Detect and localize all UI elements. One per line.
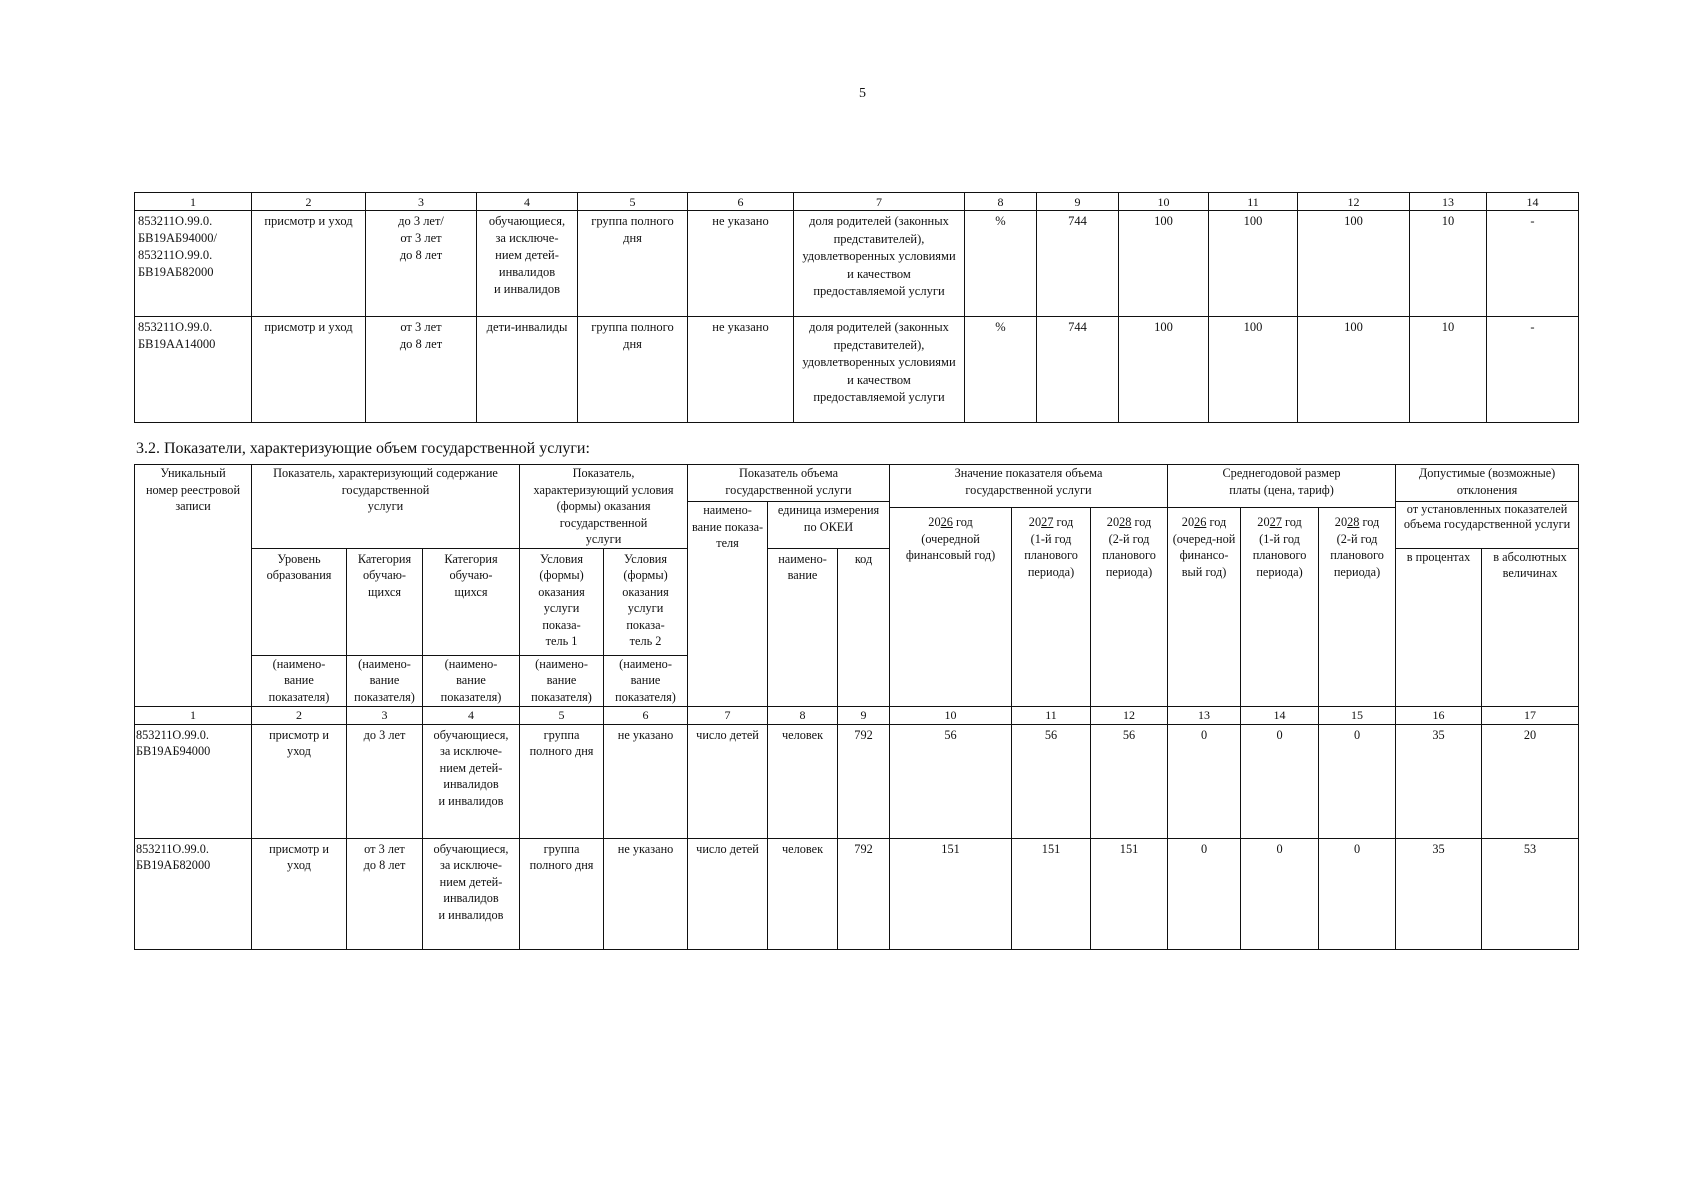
year-value: 26 (940, 515, 953, 530)
deviation-percent-header: в процентах (1396, 548, 1482, 706)
table-cell: человек (768, 838, 838, 949)
table1-col-number: 3 (366, 193, 477, 211)
registry-number-cell: 853211О.99.0. БВ19АБ94000/ 853211О.99.0. БВ19АБ82000 (135, 211, 252, 317)
year-note: (1-й год планового периода) (1252, 531, 1307, 579)
table1-header-row (135, 193, 1579, 211)
student-category-header: Категория обучаю- щихся (423, 548, 520, 655)
table-cell: 0 (1241, 724, 1319, 838)
education-level-header: Уровень образования (252, 548, 347, 655)
conditions-indicator-header: Показатель, характеризующий условия (формы) оказания государственной услуги (520, 465, 688, 549)
table-cell: до 3 лет (347, 724, 423, 838)
table-cell: 151 (1091, 838, 1168, 949)
unique-number-header: Уникальный номер реестровой записи (135, 465, 252, 707)
table2-col-number: 14 (1241, 706, 1319, 724)
indicator-name-cell: доля родителей (законных представителей), удовлетворенных условиями и качеством предоставляемой услуги (794, 211, 965, 317)
table-cell: 744 (1037, 317, 1119, 423)
table-row (135, 838, 1579, 949)
table-cell: 151 (1012, 838, 1091, 949)
year-prefix: 20 (928, 515, 941, 530)
table2-col-number: 13 (1168, 706, 1241, 724)
year-value: 26 (1194, 515, 1207, 530)
table1-col-number: 2 (252, 193, 366, 211)
table2-col-number: 4 (423, 706, 520, 724)
page-number: 5 (859, 86, 866, 101)
year-prefix: 20 (1181, 515, 1195, 530)
table-cell: обучающиеся, за исключе- нием детей- инвалидов и инвалидов (477, 211, 578, 317)
table-cell: 10 (1410, 317, 1487, 423)
year-note: (очередной финансовый год) (905, 531, 996, 563)
year-note: (2-й год планового периода) (1330, 531, 1384, 579)
volume-value-header: Значение показателя объема государственной услуги (890, 465, 1168, 508)
table-cell: присмотр и уход (252, 724, 347, 838)
indicator-name-cell: доля родителей (законных представителей), удовлетворенных условиями и качеством предоставляемой услуги (794, 317, 965, 423)
table2-col-number: 16 (1396, 706, 1482, 724)
year-suffix: год (1362, 515, 1380, 530)
value-year3-header (1091, 508, 1168, 706)
fee-year1-header (1168, 508, 1241, 706)
volume-indicator-header: Показатель объема государственной услуги (688, 465, 890, 502)
table2-header-row (135, 465, 1579, 502)
table-cell: 0 (1168, 724, 1241, 838)
table-cell: 100 (1209, 211, 1298, 317)
year-note: (очеред-ной финансо- вый год) (1172, 531, 1236, 579)
table-cell: 100 (1119, 211, 1209, 317)
table-cell: 792 (838, 838, 890, 949)
table1-col-number: 11 (1209, 193, 1298, 211)
table-cell: число детей (688, 838, 768, 949)
table1-col-number: 4 (477, 193, 578, 211)
table-cell: 53 (1482, 838, 1579, 949)
table-cell: не указано (604, 724, 688, 838)
year-value: 28 (1347, 515, 1360, 530)
table-cell: число детей (688, 724, 768, 838)
year-value: 28 (1119, 515, 1132, 530)
okei-code-header: код (838, 548, 890, 706)
year-prefix: 20 (1106, 515, 1120, 530)
table-cell: обучающиеся, за исключе- нием детей- инвалидов и инвалидов (423, 838, 520, 949)
table-cell: 35 (1396, 724, 1482, 838)
table-cell: 35 (1396, 838, 1482, 949)
table-cell: 56 (1091, 724, 1168, 838)
table-cell: 56 (1012, 724, 1091, 838)
fee-year2-header (1241, 508, 1319, 706)
okei-name-header: наимено- вание (768, 548, 838, 706)
registry-number-cell: 853211О.99.0. БВ19АА14000 (135, 317, 252, 423)
table-cell: 0 (1319, 724, 1396, 838)
table-cell: до 3 лет/ от 3 лет до 8 лет (366, 211, 477, 317)
table2-col-number: 7 (688, 706, 768, 724)
deviation-absolute-header: в абсолютных величинах (1482, 548, 1579, 706)
table2-col-number: 11 (1012, 706, 1091, 724)
table-cell: группа полного дня (578, 317, 688, 423)
table1-col-number: 7 (794, 193, 965, 211)
table1-col-number: 1 (135, 193, 252, 211)
table-cell: 0 (1319, 838, 1396, 949)
table-cell: группа полного дня (578, 211, 688, 317)
table-cell: присмотр и уход (252, 317, 366, 423)
table-cell: 56 (890, 724, 1012, 838)
table2-col-number: 10 (890, 706, 1012, 724)
table-row (135, 211, 1579, 317)
year-suffix: год (1284, 515, 1302, 530)
table2-col-number: 8 (768, 706, 838, 724)
table-cell: % (965, 211, 1037, 317)
table-cell: человек (768, 724, 838, 838)
content-indicator-header: Показатель, характеризующий содержание государственной услуги (252, 465, 520, 549)
year-prefix: 20 (1334, 515, 1348, 530)
table-cell: 100 (1119, 317, 1209, 423)
condition-indicator2-header: Условия (формы) оказания услуги показа- тель 2 (604, 548, 688, 655)
table1-col-number: 8 (965, 193, 1037, 211)
okei-header: единица измерения по ОКЕИ (768, 502, 890, 549)
table-cell: - (1487, 211, 1579, 317)
fee-year3-header (1319, 508, 1396, 706)
fee-header: Среднегодовой размер платы (цена, тариф) (1168, 465, 1396, 508)
indicator-name-header: (наимено- вание показателя) (604, 655, 688, 706)
registry-number-cell: 853211О.99.0. БВ19АБ82000 (135, 838, 252, 949)
deviation-subheader: от установленных показателей объема государственной услуги (1396, 502, 1579, 549)
table-cell: не указано (688, 211, 794, 317)
table2-col-number: 2 (252, 706, 347, 724)
table-cell: присмотр и уход (252, 838, 347, 949)
table-cell: группа полного дня (520, 838, 604, 949)
table-cell: не указано (688, 317, 794, 423)
table1-col-number: 10 (1119, 193, 1209, 211)
table-cell: присмотр и уход (252, 211, 366, 317)
table-row (135, 317, 1579, 423)
year-value: 27 (1041, 515, 1054, 530)
table-cell: дети-инвалиды (477, 317, 578, 423)
table-cell: 151 (890, 838, 1012, 949)
table2-col-number: 17 (1482, 706, 1579, 724)
table-cell: 744 (1037, 211, 1119, 317)
table2-col-number: 6 (604, 706, 688, 724)
table-cell: 0 (1168, 838, 1241, 949)
table1-col-number: 13 (1410, 193, 1487, 211)
table-cell: % (965, 317, 1037, 423)
indicator-name-header: (наимено- вание показателя) (347, 655, 423, 706)
table-cell: 0 (1241, 838, 1319, 949)
table2-col-number: 9 (838, 706, 890, 724)
year-value: 27 (1269, 515, 1282, 530)
indicator-name-header: (наимено- вание показателя) (520, 655, 604, 706)
table-cell: 20 (1482, 724, 1579, 838)
condition-indicator1-header: Условия (формы) оказания услуги показа- тель 1 (520, 548, 604, 655)
section-title: 3.2. Показатели, характеризующие объем государственной услуги: (136, 440, 590, 457)
table2-col-number: 3 (347, 706, 423, 724)
year-suffix: год (955, 515, 973, 530)
indicator-name-header: (наимено- вание показателя) (423, 655, 520, 706)
value-year2-header (1012, 508, 1091, 706)
volume-name-header: наимено- вание показа- теля (688, 502, 768, 707)
table-cell: обучающиеся, за исключе- нием детей- инвалидов и инвалидов (423, 724, 520, 838)
year-note: (2-й год планового периода) (1102, 531, 1156, 579)
year-prefix: 20 (1257, 515, 1270, 530)
table-cell: от 3 лет до 8 лет (347, 838, 423, 949)
indicator-name-header: (наимено- вание показателя) (252, 655, 347, 706)
table1-col-number: 12 (1298, 193, 1410, 211)
value-year1-header (890, 508, 1012, 706)
year-suffix: год (1209, 515, 1227, 530)
year-prefix: 20 (1028, 515, 1042, 530)
student-category-header: Категория обучаю- щихся (347, 548, 423, 655)
table1-col-number: 14 (1487, 193, 1579, 211)
volume-indicators-table (134, 464, 1579, 950)
deviation-header: Допустимые (возможные) отклонения (1396, 465, 1579, 502)
table-row (135, 724, 1579, 838)
year-suffix: год (1056, 515, 1074, 530)
table1-col-number: 6 (688, 193, 794, 211)
year-note: (1-й год планового периода) (1024, 531, 1078, 579)
quality-indicators-table (134, 192, 1579, 423)
table-cell: 100 (1298, 317, 1410, 423)
table1-col-number: 9 (1037, 193, 1119, 211)
table2-col-number: 5 (520, 706, 604, 724)
table1-col-number: 5 (578, 193, 688, 211)
table-cell: 100 (1298, 211, 1410, 317)
table2-col-number: 12 (1091, 706, 1168, 724)
table-cell: - (1487, 317, 1579, 423)
table2-col-number: 15 (1319, 706, 1396, 724)
table-cell: 100 (1209, 317, 1298, 423)
table-cell: 10 (1410, 211, 1487, 317)
table2-number-row (135, 706, 1579, 724)
year-suffix: год (1134, 515, 1152, 530)
table-cell: группа полного дня (520, 724, 604, 838)
table2-col-number: 1 (135, 706, 252, 724)
registry-number-cell: 853211О.99.0. БВ19АБ94000 (135, 724, 252, 838)
table-cell: 792 (838, 724, 890, 838)
table-cell: не указано (604, 838, 688, 949)
table-cell: от 3 лет до 8 лет (366, 317, 477, 423)
